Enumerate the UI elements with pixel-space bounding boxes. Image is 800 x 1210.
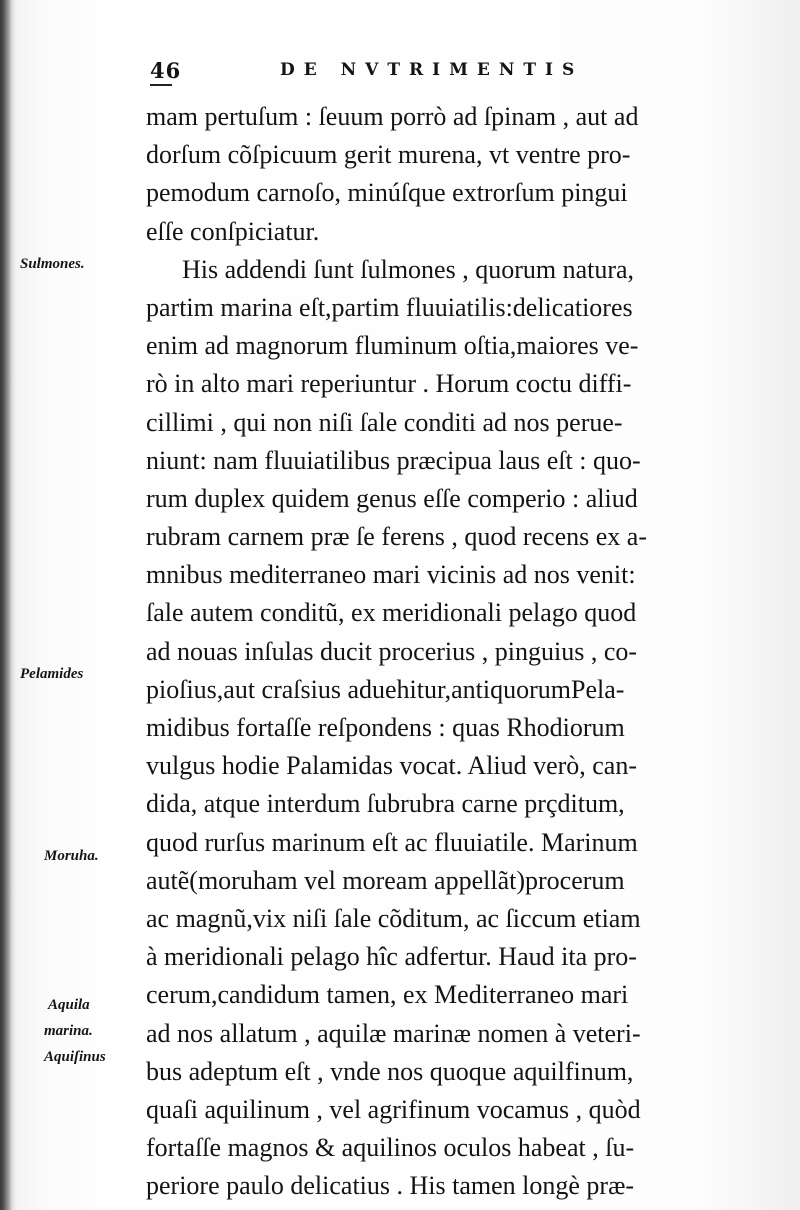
text-line: pioſius,aut craſsius aduehitur,antiquorumPela- xyxy=(146,674,625,704)
text-line: fortaſſe magnos & aquilinos oculos habeat , ſu- xyxy=(146,1133,635,1163)
text-line: rò in alto mari reperiuntur . Horum coctu diffi- xyxy=(146,369,632,399)
text-line: quod rurſus marinum eſt ac fluuiatile. Marinum xyxy=(146,827,638,857)
text-line: à meridionali pelago hîc adfertur. Haud ita pro- xyxy=(146,942,637,972)
text-line: mam pertuſum : ſeuum porrò ad ſpinam , aut ad xyxy=(146,102,639,131)
running-title: DE NVTRIMENTIS xyxy=(280,60,584,80)
text-line: cerum,candidum tamen, ex Mediterraneo mari xyxy=(146,980,629,1010)
page-number: 46 xyxy=(150,58,182,83)
text-line: mnibus mediterraneo mari vicinis ad nos venit: xyxy=(146,560,636,590)
text-line: periore paulo delicatius . His tamen longè præ- xyxy=(146,1171,635,1201)
text-line: ad nouas inſulas ducit procerius , pinguius , co- xyxy=(146,636,638,666)
text-line: rum duplex quidem genus eſſe comperio : aliud xyxy=(146,483,638,513)
text-line: ad nos allatum , aquilæ marinæ nomen à veteri- xyxy=(146,1018,641,1048)
binding-gutter-shadow xyxy=(0,0,12,1210)
margin-note-aquila: Aquila xyxy=(48,997,90,1013)
text-line: His addendi ſunt ſulmones , quorum natura, xyxy=(182,254,635,284)
body-text xyxy=(146,98,776,1205)
margin-note-marina: marina. xyxy=(44,1023,93,1039)
text-line: enim ad magnorum fluminum oſtia,maiores ve- xyxy=(146,331,639,361)
text-line: ſale autem conditũ, ex meridionali pelago quod xyxy=(146,598,637,628)
text-line: pemodum carnoſo, minúſque extrorſum pingui xyxy=(146,178,628,208)
text-line: bus adeptum eſt , vnde nos quoque aquilfinum, xyxy=(146,1056,634,1086)
text-line: dida, atque interdum ſubrubra carne prçditum, xyxy=(146,789,625,819)
text-line: dorſum cõſpicuum gerit murena, vt ventre pro- xyxy=(146,140,631,170)
text-line: ac magnũ,vix niſi ſale cõditum, ac ſiccum etiam xyxy=(146,903,641,933)
text-line: rubram carnem præ ſe ferens , quod recens ex a- xyxy=(146,522,647,552)
page-header xyxy=(150,58,750,98)
text-line: cillimi , qui non niſi ſale conditi ad nos perue- xyxy=(146,407,623,437)
margin-note-sulmones: Sulmones. xyxy=(20,256,85,272)
text-line: autẽ(moruham vel moream appellãt)procerum xyxy=(146,865,625,895)
page-number-underline xyxy=(150,84,172,86)
text-line: quaſi aquilinum , vel agrifinum vocamus , quòd xyxy=(146,1094,641,1124)
text-line: partim marina eſt,partim fluuiatilis:delicatiores xyxy=(146,292,633,322)
text-line: eſſe conſpiciatur. xyxy=(146,216,320,246)
margin-note-pelamides: Pelamides xyxy=(20,666,84,682)
text-line: vulgus hodie Palamidas vocat. Aliud verò, can- xyxy=(146,751,638,781)
text-line: midibus fortaſſe reſpondens : quas Rhodiorum xyxy=(146,713,625,742)
text-line: niunt: nam fluuiatilibus præcipua laus eſt : quo- xyxy=(146,445,641,475)
margin-note-aquisinus: Aquiſinus xyxy=(44,1049,106,1065)
margin-note-moruha: Moruha. xyxy=(44,848,99,864)
